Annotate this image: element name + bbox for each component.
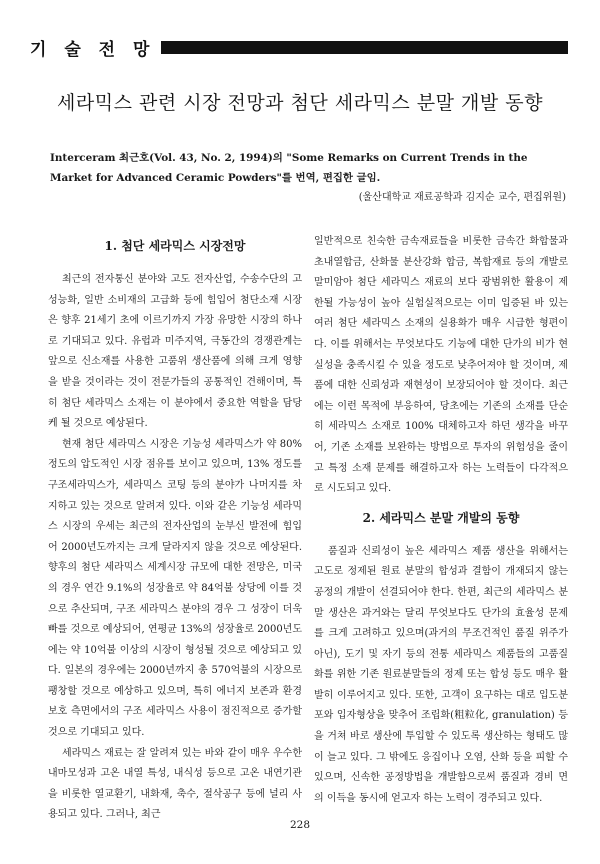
body-paragraph: 최근의 전자통신 분야와 고도 전자산업, 수송수단의 고성능화, 일반 소비재의 고급화 등에 힘입어 첨단소재 시장은 향후 21세기 초에 이르기까지 가장 유망한 시장의 하나로 기대되고 있다. 유럽과 미주지역, 극동간의 경쟁관계는 앞으로 신소재를 사용한 고품위 생산품에 의해 크게 영향을 받을 것이라는 것이 전문가들의 공통적인 견해이며, 특히 첨단 세라믹스 소재는 이 분야에서 중요한 역할을 담당케 될 것으로 예상된다. (48, 274, 302, 430)
section-tag: 기 술 전 망 (30, 39, 156, 60)
body-paragraph: 품질과 신뢰성이 높은 세라믹스 제품 생산을 위해서는 고도로 정제된 원료 분말의 합성과 결함이 개재되지 않는 공정의 개발이 선결되어야 한다. 한편, 최근의 세라믹스 분말 생산은 과거와는 달리 무엇보다도 단가의 효율성 문제를 크게 고려하고 있으며(과거의 무조건적인 품질 위주가 아닌), 도기 및 자기 등의 전통 세라믹스 제품들의 고품질화를 위한 기존 원료분말들의 정제 또는 합성 등도 매우 활발히 이루어지고 있다. 또한, 고객이 요구하는 대로 입도분포와 입자형상을 맞추어 조립화(粗粒化, granulation) 등을 거쳐 바로 생산에 투입할 수 있도록 생산하는 형태도 많이 늘고 있다. 그 밖에도 응집이나 오염, 산화 등을 피할 수 있으며, 신속한 공정방법을 개발함으로써 품질과 경비 면의 이득을 동시에 얻고자 하는 노력이 경주되고 있다. (314, 545, 568, 804)
page-number: 228 (289, 819, 311, 831)
body-paragraph-continued: 일반적으로 친숙한 금속재료들을 비롯한 금속간 화합물과 초내열합금, 산화물 분산강화 합금, 복합재료 등의 개발로 말미암아 첨단 세라믹스 재료의 보다 광범위한 활용이 제한될 가능성이 높아 실험실적으로는 이미 입증된 바 있는 여러 첨단 세라믹스 소재의 실용화가 매우 시급한 형편이다. 이를 위해서는 무엇보다도 기능에 대한 단가의 비가 현실성을 충족시킬 수 있을 정도로 낮추어져야 할 것이며, 제품에 대한 신뢰성과 재현성이 보장되어야 할 것이다. 최근에는 이런 목적에 부응하여, 당초에는 기존의 소재를 단순히 세라믹스 소재로 100% 대체하고자 하던 생각을 바꾸어, 기존 소재를 보완하는 방법으로 투자의 위험성을 줄이고 특정 소재 문제를 해결하고자 하는 노력들이 다각적으로 시도되고 있다. (314, 236, 568, 495)
section-header-bar (161, 41, 568, 54)
left-column (48, 234, 302, 826)
author-affiliation: (울산대학교 재료공학과 김지순 교수, 편집위원) (358, 192, 566, 203)
right-column (314, 232, 568, 809)
body-paragraph: 세라믹스 재료는 잘 알려져 있는 바와 같이 매우 우수한 내마모성과 고온 내열 특성, 내식성 등으로 고온 내연기관을 비롯한 열교환기, 내화재, 축수, 절삭공구 등에 널리 사용되고 있다. 그러나, 최근 (48, 747, 302, 821)
body-paragraph: 현재 첨단 세라믹스 시장은 기능성 세라믹스가 약 80% 정도의 압도적인 시장 점유를 보이고 있으며, 13% 정도를 구조세라믹스가, 세라믹스 코팅 등의 분야가 나머지를 차지하고 있는 것으로 알려져 있다. 이와 같은 기능성 세라믹스 시장의 우세는 최근의 전자산업의 눈부신 발전에 힘입어 2000년도까지는 크게 달라지지 않을 것으로 예상된다. 향후의 첨단 세라믹스 세계시장 규모에 대한 전망은, 미국의 경우 연간 9.1%의 성장율로 약 84억불 상당에 이를 것으로 추산되며, 구조 세라믹스 분야의 경우 그 성장이 더욱 빠를 것으로 예상되어, 연평균 13%의 성장율로 2000년도에는 약 10억불 이상의 시장이 형성될 것으로 예상되고 있다. 일본의 경우에는 2000년까지 총 570억불의 시장으로 팽창할 것으로 예상하고 있으며, 특히 에너지 보존과 환경보호 측면에서의 구조 세라믹스 사용이 점진적으로 증가할 것으로 기대되고 있다. (48, 438, 302, 739)
intro-text: Interceram 최근호(Vol. 43, No. 2, 1994)의 "Some Remarks on Current Trends in the Market for Advanced Ceramic Powders"를 번역, 편집한 글임. (50, 152, 528, 184)
section-heading: 2. 세라믹스 분말 개발의 동향 (362, 510, 520, 525)
article-title: 세라믹스 관련 시장 전망과 첨단 세라믹스 분말 개발 동향 (57, 92, 543, 114)
section-heading: 1. 첨단 세라믹스 시장전망 (104, 239, 246, 253)
section-header (30, 38, 568, 60)
